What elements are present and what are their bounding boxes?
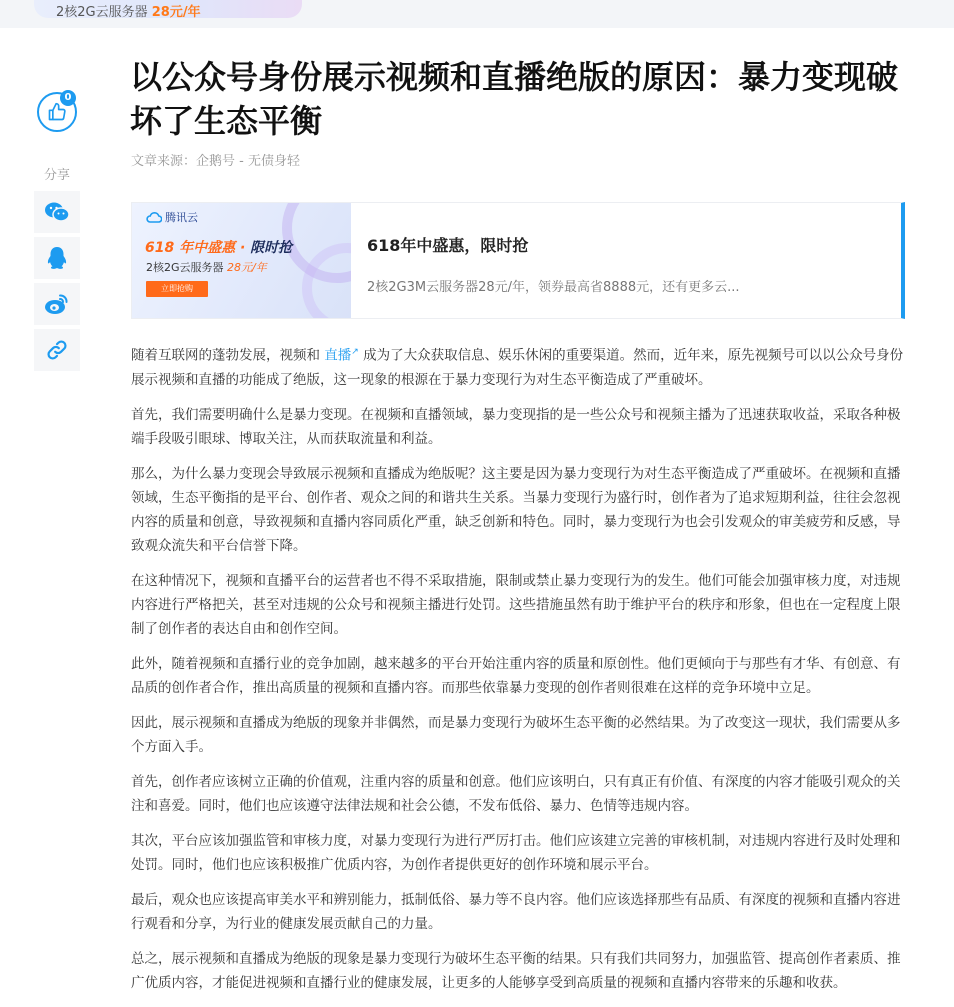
ad-card[interactable] bbox=[131, 202, 905, 319]
paragraph-1-text-b: 成为了大众获取信息、娱乐休闲的重要渠道。然而，近年来，原先视频号可以以公众号身份展示视频和直播的功能成了绝版，这一现象的根源在于暴力变现行为对生态平衡造成了严重破坏。 bbox=[131, 347, 904, 388]
ad-body bbox=[351, 203, 887, 318]
paragraph-10: 总之，展示视频和直播成为绝版的现象是暴力变现行为破坏生态平衡的结果。只有我们共同努力，加强监管、提高创作者素质、推广优质内容，才能促进视频和直播行业的健康发展，让更多的人能够享受到高质量的视频和直播内容带来的乐趣和收获。 bbox=[131, 950, 901, 991]
ad-cta-button[interactable]: 立即抢购 bbox=[146, 281, 208, 297]
share-wechat-button[interactable] bbox=[34, 191, 80, 233]
top-promo-price: 28元/年 bbox=[151, 5, 201, 18]
ad-description: 2核2G3M云服务器28元/年，领券最高省8888元，还有更多云... bbox=[367, 280, 740, 295]
ad-image-headline bbox=[145, 237, 292, 257]
top-promo-banner[interactable] bbox=[34, 0, 302, 18]
like-count-badge: 0 bbox=[60, 90, 76, 106]
paragraph-5: 此外，随着视频和直播行业的竞争加剧，越来越多的平台开始注重内容的质量和原创性。他们更倾向于与那些有才华、有创意、有品质的创作者合作，推出高质量的视频和直播内容。而那些依靠暴力变现的创作者则很难在这样的竞争环境中立足。 bbox=[131, 655, 901, 696]
paragraph-7: 首先，创作者应该树立正确的价值观，注重内容的质量和创意。他们应该明白，只有真正有价值、有深度的内容才能吸引观众的关注和喜爱。同时，他们也应该遵守法律法规和社会公德，不发布低俗、暴力、色情等违规内容。 bbox=[131, 773, 901, 814]
share-label: 分享 bbox=[43, 168, 70, 183]
paragraph-4: 在这种情况下，视频和直播平台的运营者也不得不采取措施，限制或禁止暴力变现行为的发生。他们可能会加强审核力度，对违规内容进行严格把关，甚至对违规的公众号和视频主播进行处罚。这些措施虽然有助于维护平台的秩序和形象，但也在一定程度上限制了创作者的表达自由和创作空间。 bbox=[131, 572, 901, 637]
share-link-button[interactable] bbox=[34, 329, 80, 371]
ad-image-headline-main: 618 年中盛惠 · bbox=[145, 240, 251, 256]
paragraph-6: 因此，展示视频和直播成为绝版的现象并非偶然，而是暴力变现行为破坏生态平衡的必然结果。为了改变这一现状，我们需要从多个方面入手。 bbox=[131, 714, 901, 755]
paragraph-1 bbox=[131, 340, 907, 392]
ad-image-sub-main: 2核2G云服务器 bbox=[146, 261, 228, 274]
wechat-icon bbox=[44, 200, 70, 224]
paragraph-9: 最后，观众也应该提高审美水平和辨别能力，抵制低俗、暴力等不良内容。他们应该选择那些有品质、有深度的视频和直播内容进行观看和分享，为行业的健康发展贡献自己的力量。 bbox=[131, 891, 901, 932]
link-icon bbox=[46, 339, 68, 361]
ad-brand-label: 腾讯云 bbox=[165, 211, 198, 224]
ad-image-sub-price: 28元/年 bbox=[227, 261, 267, 274]
weibo-icon bbox=[44, 292, 70, 316]
paragraph-1-text-a: 随着互联网的蓬勃发展，视频和 bbox=[131, 347, 320, 364]
article-content bbox=[131, 340, 907, 1006]
top-promo-text bbox=[56, 1, 201, 18]
ad-image-headline-hl: 限时抢 bbox=[250, 240, 293, 256]
paragraph-3: 那么，为什么暴力变现会导致展示视频和直播成为绝版呢？这主要是因为暴力变现行为对生态平衡造成了严重破坏。在视频和直播领域，生态平衡指的是平台、创作者、观众之间的和谐共生关系。当暴力变现行为盛行时，创作者为了追求短期利益，往往会忽视内容的质量和创意，导致视频和直播内容同质化严重，缺乏创新和特色。同时，暴力变现行为也会引发观众的审美疲劳和反感，导致观众流失和平台信誉下降。 bbox=[131, 465, 901, 554]
paragraph-8: 其次，平台应该加强监管和审核力度，对暴力变现行为进行严厉打击。他们应该建立完善的审核机制，对违规内容进行及时处理和处罚。同时，他们也应该积极推广优质内容，为创作者提供更好的创作环境和展示平台。 bbox=[131, 832, 901, 873]
ad-brand bbox=[146, 209, 198, 225]
share-qq-button[interactable] bbox=[34, 237, 80, 279]
article-source: 文章来源：企鹅号 - 无债身轻 bbox=[131, 154, 300, 169]
ad-image bbox=[132, 203, 351, 318]
share-weibo-button[interactable] bbox=[34, 283, 80, 325]
paragraph-2: 首先，我们需要明确什么是暴力变现。在视频和直播领域，暴力变现指的是一些公众号和视频主播为了迅速获取收益，采取各种极端手段吸引眼球、博取关注，从而获取流量和利益。 bbox=[131, 406, 901, 447]
top-promo-label: 2核2G云服务器 bbox=[56, 5, 148, 18]
cloud-icon bbox=[146, 212, 162, 223]
keyword-link-live[interactable]: 直播 bbox=[324, 347, 352, 364]
external-link-icon: ↗ bbox=[351, 347, 359, 357]
article-title: 以公众号身份展示视频和直播绝版的原因：暴力变现破坏了生态平衡 bbox=[130, 58, 899, 140]
ad-title[interactable]: 618年中盛惠，限时抢 bbox=[367, 236, 529, 255]
ad-image-sub bbox=[146, 259, 267, 275]
qq-icon bbox=[46, 246, 68, 270]
